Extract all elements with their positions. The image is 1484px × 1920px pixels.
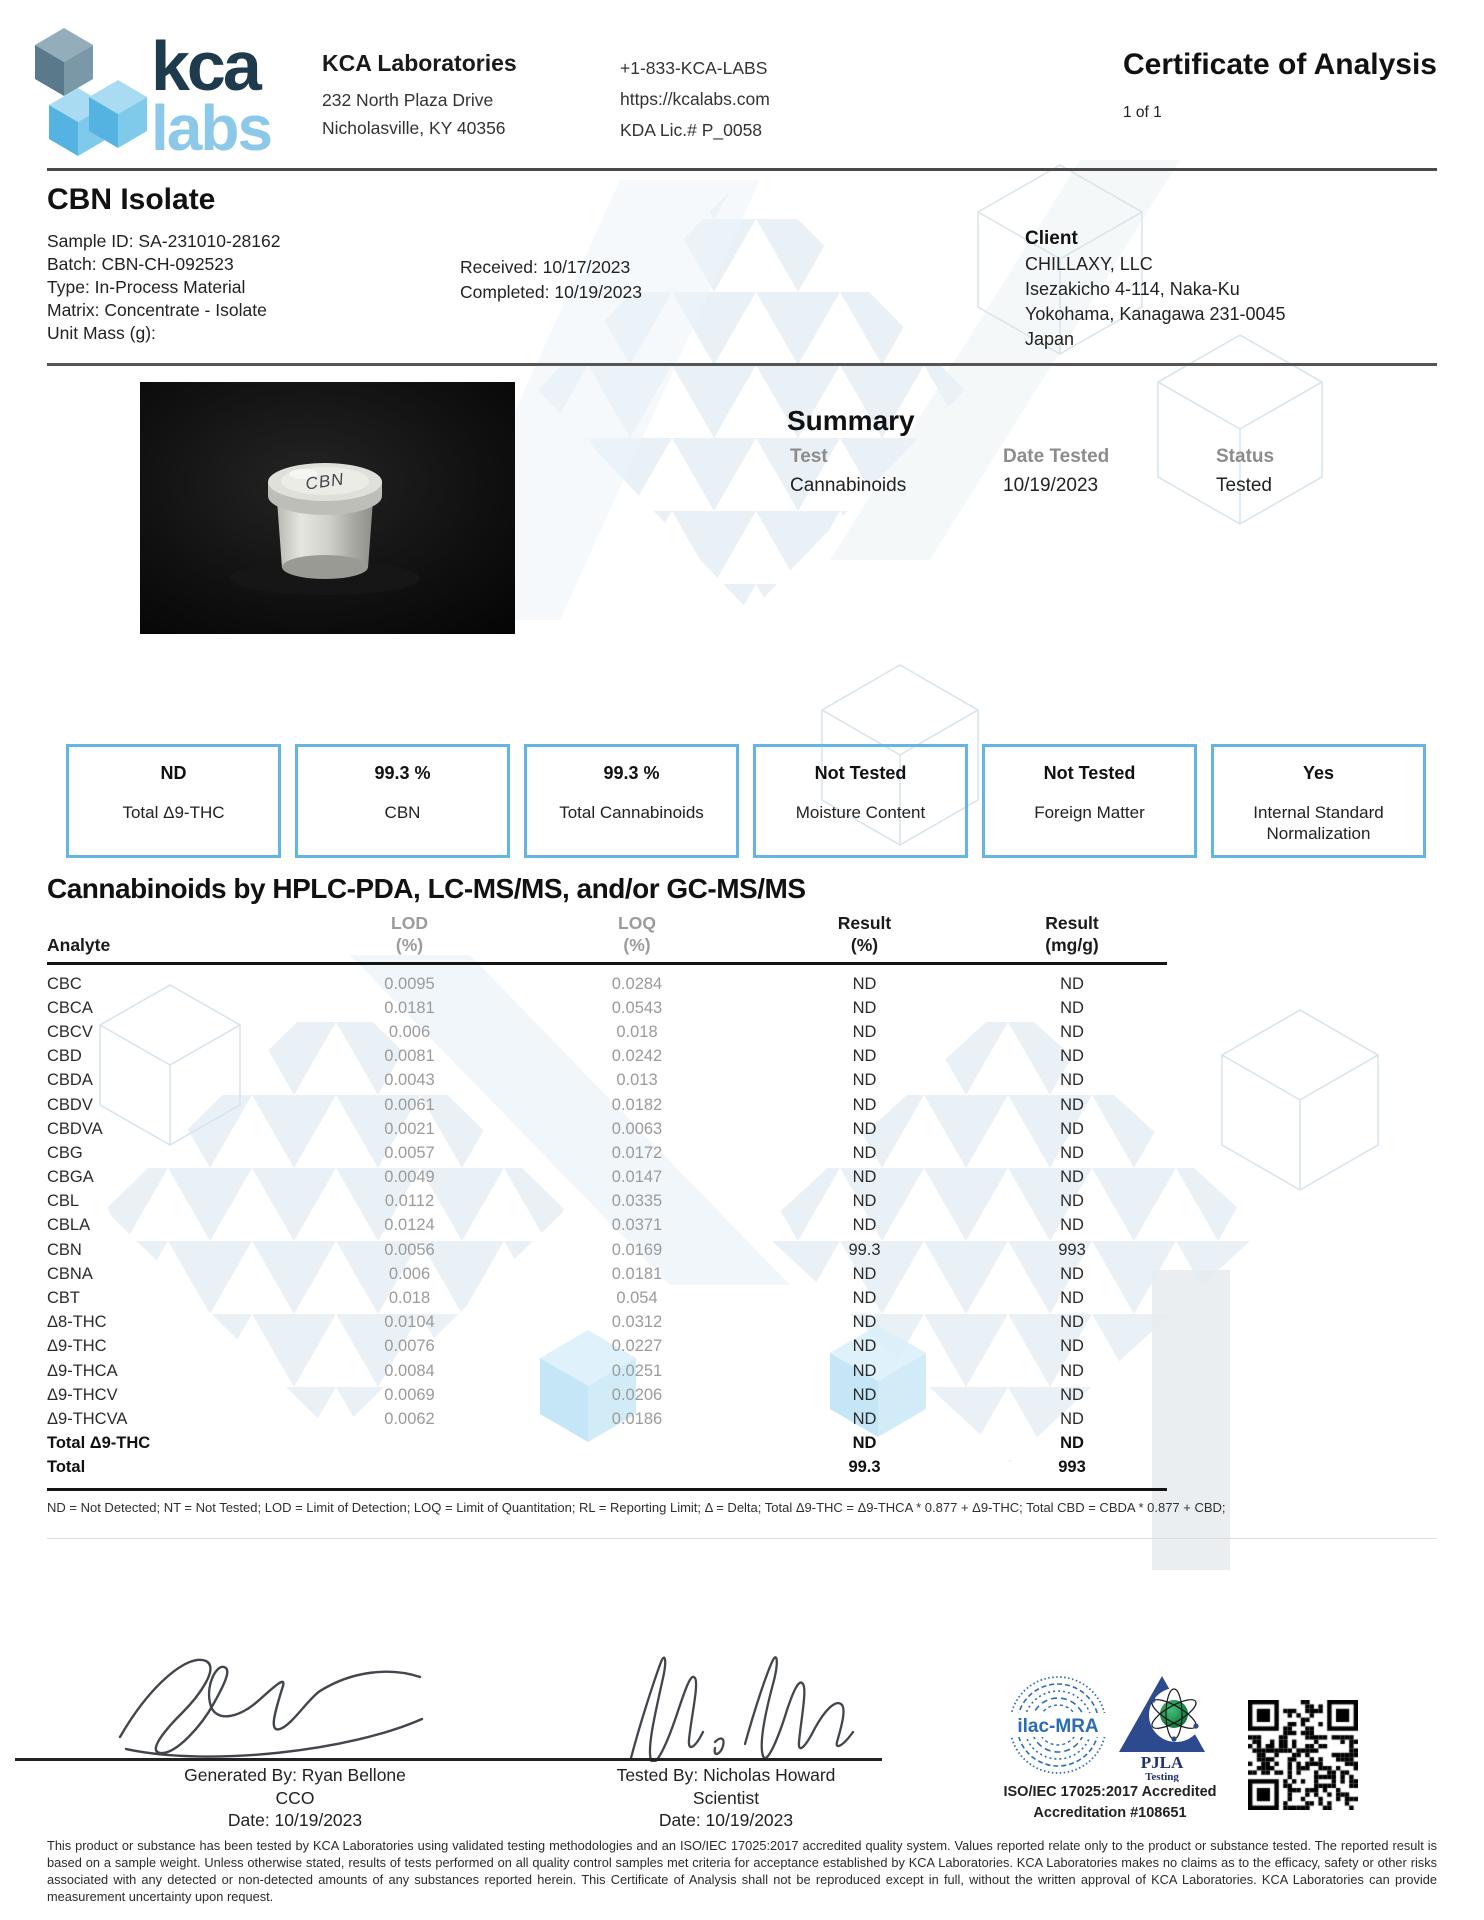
- analyte-name: CBCA: [47, 998, 93, 1017]
- result-pct-value: ND: [852, 1143, 877, 1162]
- loq-value: 0.0312: [611, 1313, 663, 1332]
- loq-value: 0.0186: [611, 1409, 663, 1428]
- signature-generated-by: [90, 1645, 570, 1760]
- result-box-value: ND: [160, 763, 187, 783]
- loq-value: 0.0172: [611, 1143, 663, 1162]
- lod-value: 0.0062: [384, 1409, 435, 1428]
- loq-value: 0.0182: [611, 1095, 663, 1114]
- result-pct-value: ND: [852, 1071, 877, 1090]
- client-address-line: CHILLAXY, LLC: [1025, 254, 1153, 274]
- table-row: [47, 972, 1167, 996]
- col-analyte: Analyte: [47, 935, 111, 955]
- result-pct-value: ND: [852, 1192, 877, 1211]
- document-title-block: [1123, 48, 1437, 122]
- analyte-name: Δ9-THC: [47, 1337, 107, 1356]
- iso-line-2: Accreditation #108651: [1033, 1805, 1187, 1821]
- result-mgg-value: ND: [1060, 1361, 1084, 1380]
- iso-line-1: ISO/IEC 17025:2017 Accredited: [1003, 1784, 1217, 1800]
- table-row: [47, 1432, 1167, 1456]
- lod-value: 0.0112: [384, 1192, 435, 1211]
- result-pct-value: ND: [852, 1434, 877, 1453]
- analyte-name: Total: [47, 1458, 86, 1477]
- table-row: [47, 1286, 1167, 1310]
- col-loq: LOQ (%): [618, 913, 656, 955]
- lod-value: 0.0095: [384, 974, 435, 993]
- logo-text-labs: labs: [151, 92, 272, 156]
- summary-column: [1003, 446, 1216, 497]
- signature-block-2: [570, 1764, 882, 1832]
- sample-detail-line: Type: In-Process Material: [47, 277, 246, 297]
- result-mgg-value: ND: [1060, 1385, 1084, 1404]
- result-box-label: Total Cannabinoids: [559, 803, 704, 822]
- loq-value: 0.0206: [611, 1385, 663, 1404]
- lod-value: 0.0043: [384, 1071, 435, 1090]
- signature-tested-by: [595, 1650, 895, 1762]
- result-pct-value: ND: [852, 1289, 877, 1308]
- summary-column-value: Cannabinoids: [790, 475, 907, 496]
- result-mgg-value: ND: [1060, 1313, 1084, 1332]
- table-row: [47, 1166, 1167, 1190]
- result-pct-value: ND: [852, 1337, 877, 1356]
- loq-value: 0.0227: [611, 1337, 663, 1356]
- result-pct-value: 99.3: [848, 1240, 881, 1259]
- analyte-name: CBL: [47, 1192, 80, 1211]
- result-mgg-value: ND: [1060, 1192, 1084, 1211]
- ilac-mra-text: ilac-MRA: [1017, 1716, 1099, 1737]
- analyte-name: CBLA: [47, 1216, 91, 1235]
- footnote-divider: [47, 1538, 1437, 1539]
- section-divider: [47, 363, 1437, 366]
- result-mgg-value: ND: [1060, 1095, 1084, 1114]
- result-mgg-value: ND: [1060, 1022, 1084, 1041]
- loq-value: 0.0284: [611, 974, 663, 993]
- summary-column-label: Date Tested: [1003, 446, 1110, 467]
- client-address-line: Japan: [1025, 329, 1075, 349]
- analyte-name: Δ9-THCV: [47, 1385, 118, 1404]
- result-box-label: CBN: [384, 803, 421, 822]
- analyte-name: CBN: [47, 1240, 82, 1259]
- result-mgg-value: ND: [1060, 1289, 1084, 1308]
- sample-detail-line: Unit Mass (g):: [47, 323, 156, 343]
- client-address: [1025, 252, 1286, 352]
- result-mgg-value: ND: [1060, 1047, 1084, 1066]
- result-mgg-value: 993: [1058, 1458, 1086, 1477]
- loq-value: 0.018: [616, 1022, 658, 1041]
- table-row: [47, 1045, 1167, 1069]
- lod-value: 0.0084: [384, 1361, 435, 1380]
- analyte-name: CBGA: [47, 1168, 94, 1187]
- table-bottom-border: [47, 1488, 1167, 1491]
- generated-by-title: CCO: [275, 1787, 315, 1808]
- jar-label: CBN: [304, 469, 346, 494]
- client-address-line: Yokohama, Kanagawa 231-0045: [1025, 304, 1286, 324]
- result-pct-value: 99.3: [848, 1458, 881, 1477]
- company-phone: +1-833-KCA-LABS: [620, 58, 768, 78]
- completed-date: Completed: 10/19/2023: [460, 282, 642, 302]
- lod-value: 0.0124: [384, 1216, 435, 1235]
- company-name: KCA Laboratories: [322, 50, 517, 76]
- col-lod: LOD (%): [391, 913, 428, 955]
- result-mgg-value: ND: [1060, 1143, 1084, 1162]
- col-result-pct: Result (%): [837, 913, 892, 955]
- table-row: [47, 1190, 1167, 1214]
- analyte-name: CBG: [47, 1143, 83, 1162]
- page-indicator: 1 of 1: [1123, 104, 1162, 121]
- lod-value: 0.0021: [384, 1119, 435, 1138]
- table-row: [47, 1069, 1167, 1093]
- sample-detail-line: Batch: CBN-CH-092523: [47, 254, 234, 274]
- result-pct-value: ND: [852, 1022, 877, 1041]
- loq-value: 0.0147: [611, 1168, 663, 1187]
- signature-line-1: [15, 1758, 575, 1761]
- table-row: [47, 1238, 1167, 1262]
- result-pct-value: ND: [852, 998, 877, 1017]
- result-box: [753, 744, 968, 858]
- table-header-row: [47, 912, 1167, 965]
- analyte-name: Δ8-THC: [47, 1313, 107, 1332]
- result-mgg-value: ND: [1060, 1216, 1084, 1235]
- result-box-label: Moisture Content: [795, 803, 926, 822]
- sample-detail-line: Matrix: Concentrate - Isolate: [47, 300, 267, 320]
- sample-detail-line: Sample ID: SA-231010-28162: [47, 231, 281, 251]
- result-pct-value: ND: [852, 1313, 877, 1332]
- logo-text-kca: kca: [151, 28, 259, 105]
- tested-by-title: Scientist: [692, 1787, 760, 1808]
- lod-value: 0.0049: [384, 1168, 435, 1187]
- lod-value: 0.006: [388, 1264, 431, 1283]
- analyte-name: Δ9-THCVA: [47, 1409, 128, 1428]
- summary-column-label: Test: [790, 446, 828, 467]
- loq-value: 0.0543: [611, 998, 663, 1017]
- result-box: [982, 744, 1197, 858]
- client-heading: Client: [1025, 228, 1078, 249]
- qr-code: [1248, 1700, 1358, 1810]
- result-box: [1211, 744, 1426, 858]
- company-website: https://kcalabs.com: [620, 89, 770, 109]
- result-pct-value: ND: [852, 1385, 877, 1404]
- sample-photo: [140, 382, 515, 634]
- result-box-value: 99.3 %: [603, 763, 660, 783]
- analyte-name: Δ9-THCA: [47, 1361, 118, 1380]
- client-address-line: Isezakicho 4-114, Naka-Ku: [1025, 279, 1240, 299]
- signature-line-2: [570, 1758, 882, 1761]
- analyte-name: CBNA: [47, 1264, 93, 1283]
- ilac-mra-logo-icon: [1008, 1675, 1108, 1775]
- summary-columns: [790, 446, 1429, 497]
- company-address-1: 232 North Plaza Drive: [322, 90, 494, 110]
- table-row: [47, 1383, 1167, 1407]
- summary-column: [790, 446, 1003, 497]
- lod-value: 0.0181: [384, 998, 435, 1017]
- summary-column-value: Tested: [1216, 475, 1272, 496]
- analyte-name: Total Δ9-THC: [47, 1434, 151, 1453]
- analyte-name: CBD: [47, 1047, 82, 1066]
- cannabinoid-table-body: [47, 972, 1167, 1480]
- kca-labs-logo: [25, 28, 275, 161]
- table-row: [47, 996, 1167, 1020]
- loq-value: 0.013: [616, 1071, 658, 1090]
- lod-value: 0.0069: [384, 1385, 435, 1404]
- table-row: [47, 1456, 1167, 1480]
- analyte-name: CBDVA: [47, 1119, 103, 1138]
- result-pct-value: ND: [852, 1361, 877, 1380]
- loq-value: 0.0063: [611, 1119, 663, 1138]
- loq-value: 0.0371: [611, 1216, 663, 1235]
- result-mgg-value: ND: [1060, 974, 1084, 993]
- analyte-name: CBDV: [47, 1095, 93, 1114]
- result-box: [524, 744, 739, 858]
- result-pct-value: ND: [852, 1264, 877, 1283]
- result-mgg-value: 993: [1058, 1240, 1086, 1259]
- result-mgg-value: ND: [1060, 998, 1084, 1017]
- result-pct-value: ND: [852, 1047, 877, 1066]
- product-name: CBN Isolate: [47, 183, 216, 216]
- signature-block-1: [15, 1764, 575, 1832]
- table-row: [47, 1311, 1167, 1335]
- company-address-2: Nicholasville, KY 40356: [322, 118, 506, 138]
- result-pct-value: ND: [852, 1168, 877, 1187]
- disclaimer-text: This product or substance has been tested by KCA Laboratories using validated testing methodologies and an ISO/IEC 17025:2017 accredited quality system. Values reported relate only to the product or substance tested. The reported result is based on a sample weight. Unless otherwise stated, results of tests performed on all quality control samples met criteria for acceptance established by KCA Laboratories. KCA Laboratories makes no claims as to the efficacy, safety or other risks associated with any detected or non-detected amounts of any substances reported herein. This Certificate of Analysis shall not be reproduced except in full, without the written approval of KCA Laboratories. KCA Laboratories can provide measurement uncertainty upon request.: [47, 1838, 1437, 1904]
- result-box: [295, 744, 510, 858]
- result-mgg-value: ND: [1060, 1168, 1084, 1187]
- kca-cubes-icon: [25, 28, 275, 156]
- analyte-name: CBT: [47, 1289, 80, 1308]
- table-row: [47, 1093, 1167, 1117]
- lod-value: 0.0057: [384, 1143, 435, 1162]
- lod-value: 0.0056: [384, 1240, 435, 1259]
- loq-value: 0.0181: [611, 1264, 663, 1283]
- result-mgg-value: ND: [1060, 1337, 1084, 1356]
- table-row: [47, 1141, 1167, 1165]
- analyte-name: CBC: [47, 974, 82, 993]
- result-box-value: 99.3 %: [374, 763, 431, 783]
- table-row: [47, 1020, 1167, 1044]
- result-box-value: Not Tested: [814, 763, 907, 783]
- lod-value: 0.018: [388, 1289, 431, 1308]
- lod-value: 0.006: [388, 1022, 431, 1041]
- result-pct-value: ND: [852, 1095, 877, 1114]
- loq-value: 0.0335: [611, 1192, 663, 1211]
- summary-column: [1216, 446, 1429, 497]
- header-divider: [47, 168, 1437, 171]
- table-row: [47, 1407, 1167, 1431]
- company-license: KDA Lic.# P_0058: [620, 120, 763, 140]
- table-row: [47, 1214, 1167, 1238]
- lod-value: 0.0081: [384, 1047, 435, 1066]
- analyte-name: CBDA: [47, 1071, 93, 1090]
- result-mgg-value: ND: [1060, 1264, 1084, 1283]
- loq-value: 0.054: [616, 1289, 658, 1308]
- table-heading: Cannabinoids by HPLC-PDA, LC-MS/MS, and/or GC-MS/MS: [47, 873, 806, 904]
- result-mgg-value: ND: [1060, 1409, 1084, 1428]
- summary-heading: Summary: [787, 405, 915, 436]
- result-box-label: Foreign Matter: [1034, 803, 1145, 822]
- lod-value: 0.0061: [384, 1095, 435, 1114]
- loq-value: 0.0242: [611, 1047, 663, 1066]
- loq-value: 0.0169: [611, 1240, 663, 1259]
- received-date: Received: 10/17/2023: [460, 257, 631, 277]
- document-title: Certificate of Analysis: [1123, 48, 1437, 81]
- result-pct-value: ND: [852, 974, 877, 993]
- table-row: [47, 1262, 1167, 1286]
- table-row: [47, 1335, 1167, 1359]
- result-pct-value: ND: [852, 1409, 877, 1428]
- pjla-text: PJLA: [1140, 1753, 1184, 1772]
- pjla-logo-icon: [1115, 1668, 1209, 1782]
- col-result-mgg: Result (mg/g): [1045, 913, 1099, 955]
- analyte-name: CBCV: [47, 1022, 93, 1041]
- result-box-value: Yes: [1302, 763, 1335, 783]
- result-pct-value: ND: [852, 1216, 877, 1235]
- result-pct-value: ND: [852, 1119, 877, 1138]
- result-mgg-value: ND: [1060, 1434, 1084, 1453]
- result-boxes: [66, 744, 1426, 858]
- pjla-sub-text: Testing: [1145, 1771, 1179, 1782]
- summary-column-value: 10/19/2023: [1003, 475, 1099, 496]
- loq-value: 0.0251: [611, 1361, 663, 1380]
- sample-details: [47, 230, 280, 345]
- result-box-label: Total Δ9-THC: [122, 803, 225, 822]
- iso-accreditation-text: [985, 1782, 1235, 1824]
- summary-column-label: Status: [1216, 446, 1275, 467]
- generated-by-date: Date: 10/19/2023: [227, 1810, 363, 1830]
- table-row: [47, 1359, 1167, 1383]
- result-box: [66, 744, 281, 858]
- tested-by-date: Date: 10/19/2023: [658, 1810, 794, 1830]
- lod-value: 0.0104: [384, 1313, 435, 1332]
- lod-value: 0.0076: [384, 1337, 435, 1356]
- result-box-label: Internal Standard Normalization: [1253, 803, 1384, 843]
- table-row: [47, 1117, 1167, 1141]
- generated-by: Generated By: Ryan Bellone: [184, 1765, 406, 1785]
- tested-by: Tested By: Nicholas Howard: [616, 1765, 836, 1785]
- result-mgg-value: ND: [1060, 1119, 1084, 1138]
- result-mgg-value: ND: [1060, 1071, 1084, 1090]
- table-footnote: ND = Not Detected; NT = Not Tested; LOD = Limit of Detection; LOQ = Limit of Quantitation; RL = Reporting Limit; Δ = Delta; Total Δ9-THC = Δ9-THCA * 0.877 + Δ9-THC; Total CBD = CBDA * 0.877 + CBD;: [47, 1500, 1226, 1515]
- result-box-value: Not Tested: [1043, 763, 1136, 783]
